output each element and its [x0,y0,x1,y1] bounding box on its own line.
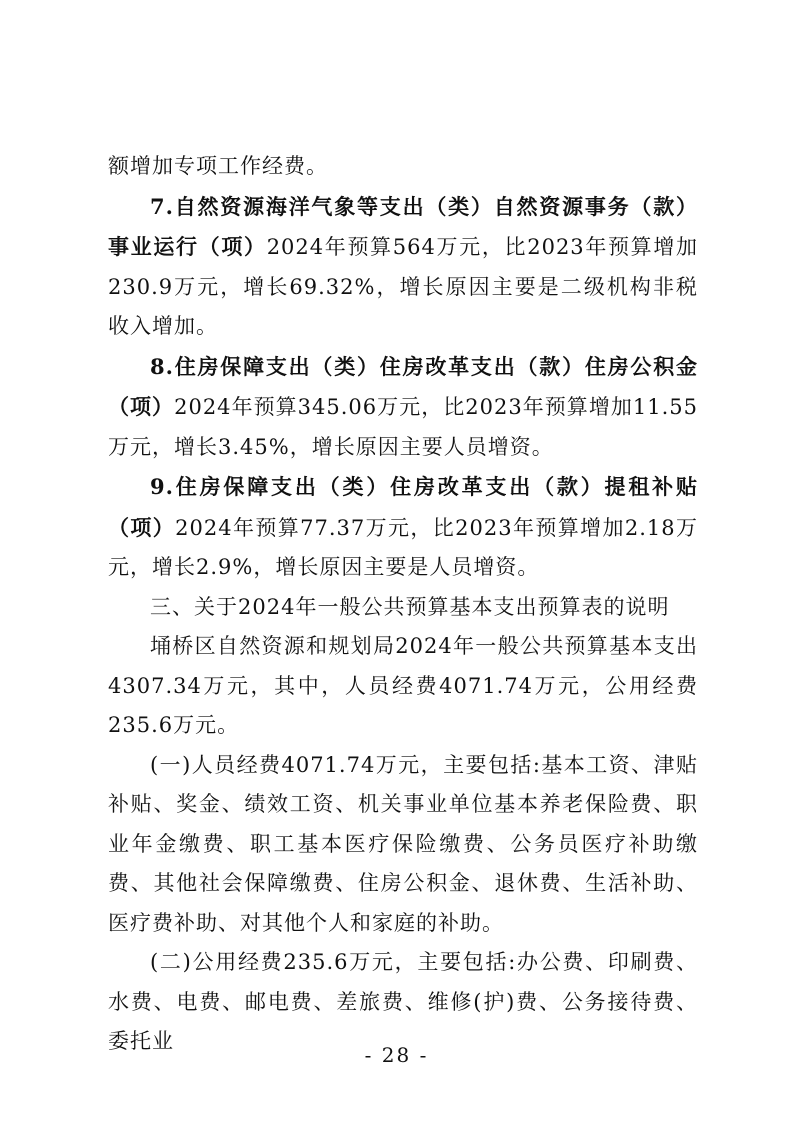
section-heading: 三、关于2024年一般公共预算基本支出预算表的说明 [150,594,670,619]
page-content [108,147,698,1062]
paragraph-item-8 [108,347,698,468]
paragraph-item-9 [108,467,698,588]
paragraph-public-expenses: (二)公用经费235.6万元，主要包括:办公费、印刷费、水费、电费、邮电费、差旅费、维修(护)费、公务接待费、委托业 [108,950,698,1053]
page-number: - 28 - [364,1043,429,1067]
item-8-body: 2024年预算345.06万元，比2023年预算增加11.55万元，增长3.45%，增长原因主要人员增资。 [108,395,699,459]
paragraph-personnel-expenses: (一)人员经费4071.74万元，主要包括:基本工资、津贴补贴、奖金、绩效工资、机关事业单位基本养老保险费、职业年金缴费、职工基本医疗保险缴费、公务员医疗补助缴费、其他社会保障缴费、住房公积金、退休费、生活补助、医疗费补助、对其他个人和家庭的补助。 [108,752,698,935]
item-7-body: 2024年预算564万元，比2023年预算增加230.9万元，增长69.32%，增长原因主要是二级机构非税收入增加。 [108,235,699,338]
item-7-heading: 7.自然资源海洋气象等支出（类）自然资源事务（款）事业运行（项） [108,193,698,259]
paragraph-continuation: 额增加专项工作经费。 [108,154,328,178]
item-9-heading: 9.住房保障支出（类）住房改革支出（款）提租补贴（项） [108,474,698,540]
paragraph-basic-expenditure: 埇桥区自然资源和规划局2024年一般公共预算基本支出4307.34万元，其中，人员经费4071.74万元，公用经费235.6万元。 [108,634,698,737]
item-8-heading: 8.住房保障支出（类）住房改革支出（款）住房公积金（项） [108,353,698,419]
item-9-body: 2024年预算77.37万元，比2023年预算增加2.18万元，增长2.9%，增长原因主要是人员增资。 [108,515,699,579]
paragraph-item-7 [108,187,698,347]
